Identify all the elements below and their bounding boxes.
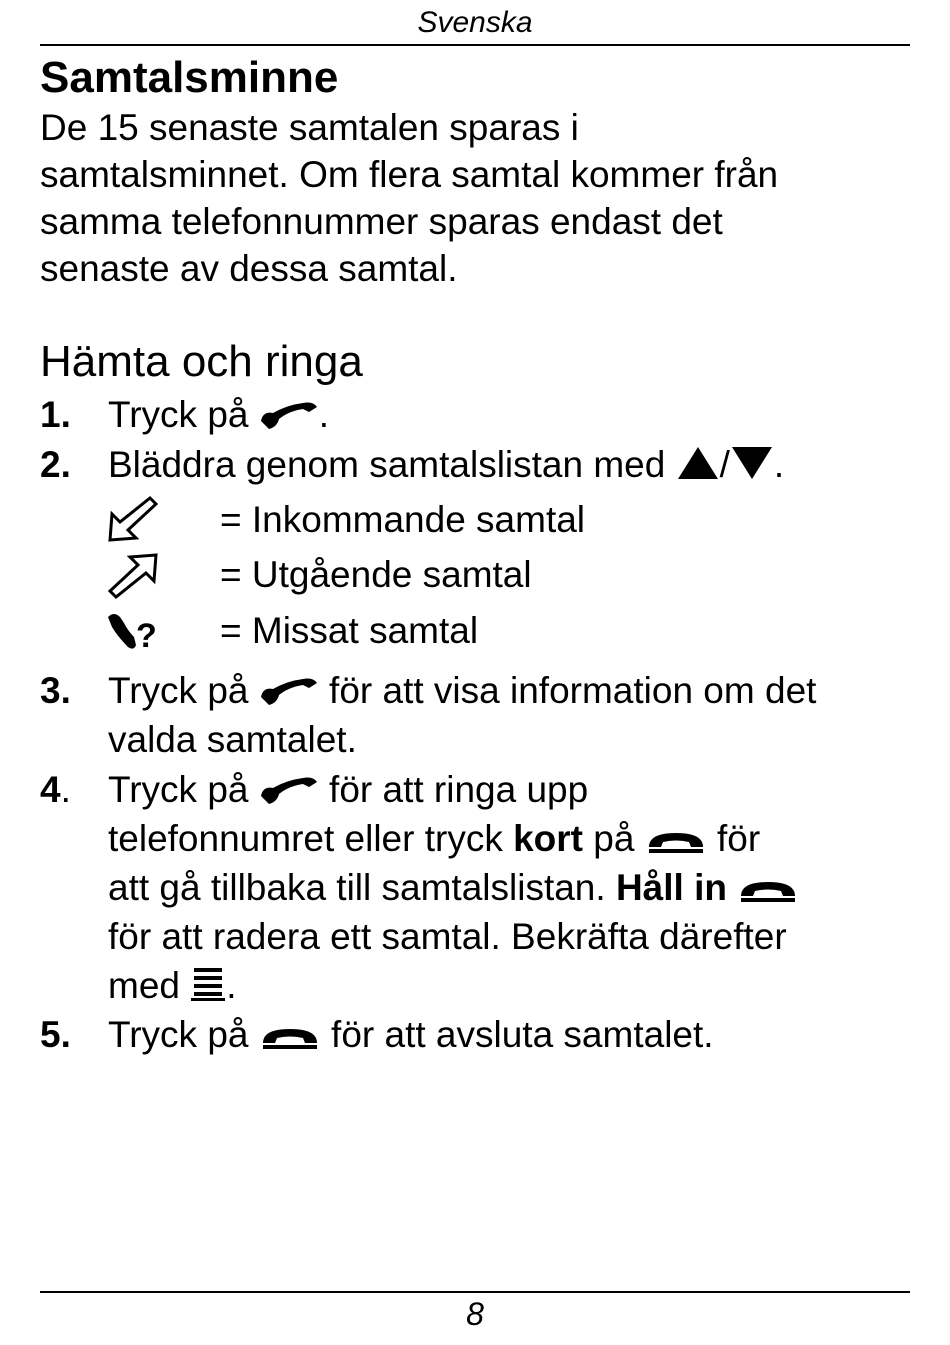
section-title: Samtalsminne <box>40 53 339 102</box>
call-key-icon <box>259 772 319 806</box>
step-2 <box>40 440 920 489</box>
intro-line: samma telefonnummer sparas endast det <box>40 201 723 242</box>
intro-line: senaste av dessa samtal. <box>40 248 458 289</box>
step-text: . <box>318 394 330 435</box>
emphasis-text: kort <box>513 818 584 859</box>
step-text: på <box>593 818 635 859</box>
step-number: 5. <box>40 1014 71 1055</box>
legend-incoming <box>106 494 806 546</box>
step-text: för <box>717 818 761 859</box>
step-text: . <box>226 965 237 1006</box>
end-call-key-icon <box>645 825 707 855</box>
step-text: valda samtalet. <box>108 719 357 760</box>
missed-call-icon <box>106 607 160 655</box>
step-text: att gå tillbaka till samtalslistan. <box>108 867 606 908</box>
subsection-title: Hämta och ringa <box>40 337 363 386</box>
legend-text: = Missat samtal <box>220 610 479 651</box>
step-text: Bläddra genom samtalslistan med <box>108 444 666 485</box>
step-text: Tryck på <box>108 1014 249 1055</box>
step-text: för att ringa upp <box>329 769 589 810</box>
legend-text: = Inkommande samtal <box>220 499 586 540</box>
header-rule <box>40 44 910 46</box>
step-5 <box>40 1010 920 1059</box>
step-number: 1. <box>40 394 71 435</box>
step-number-dot: . <box>60 769 71 810</box>
step-text: Tryck på <box>108 670 249 711</box>
call-key-icon <box>259 397 319 431</box>
svg-text:?: ? <box>136 617 157 655</box>
outgoing-call-icon <box>106 551 160 599</box>
step-3 <box>40 666 920 764</box>
step-text: för att visa information om det <box>329 670 817 711</box>
step-number: 3. <box>40 670 71 711</box>
up-arrow-icon <box>676 445 720 481</box>
step-text: . <box>773 444 785 485</box>
legend-text: = Utgående samtal <box>220 554 532 595</box>
intro-paragraph <box>40 104 910 292</box>
step-1 <box>40 390 920 439</box>
step-number: 2. <box>40 444 71 485</box>
step-text: med <box>108 965 180 1006</box>
step-number-wrapper <box>40 765 71 814</box>
separator: / <box>719 444 730 485</box>
step-number: 4 <box>40 769 61 810</box>
step-text: för att radera ett samtal. Bekräfta därefter <box>108 916 787 957</box>
down-arrow-icon <box>730 445 774 481</box>
step-4 <box>40 765 920 1010</box>
emphasis-text: Håll in <box>615 867 727 908</box>
end-call-key-icon <box>259 1021 321 1051</box>
menu-key-icon <box>190 966 226 1002</box>
footer-rule <box>40 1291 910 1293</box>
page-header-language: Svenska <box>417 6 533 39</box>
end-call-key-icon <box>737 874 799 904</box>
step-text: för att avsluta samtalet. <box>331 1014 714 1055</box>
legend-missed <box>106 605 806 657</box>
call-key-icon <box>259 673 319 707</box>
intro-line: De 15 senaste samtalen sparas i <box>40 107 579 148</box>
step-text: Tryck på <box>108 394 249 435</box>
step-text: Tryck på <box>108 769 249 810</box>
step-text: telefonnumret eller tryck <box>108 818 503 859</box>
intro-line: samtalsminnet. Om flera samtal kommer från <box>40 154 779 195</box>
legend-outgoing <box>106 549 806 601</box>
incoming-call-icon <box>106 496 160 544</box>
page-number: 8 <box>466 1296 484 1332</box>
